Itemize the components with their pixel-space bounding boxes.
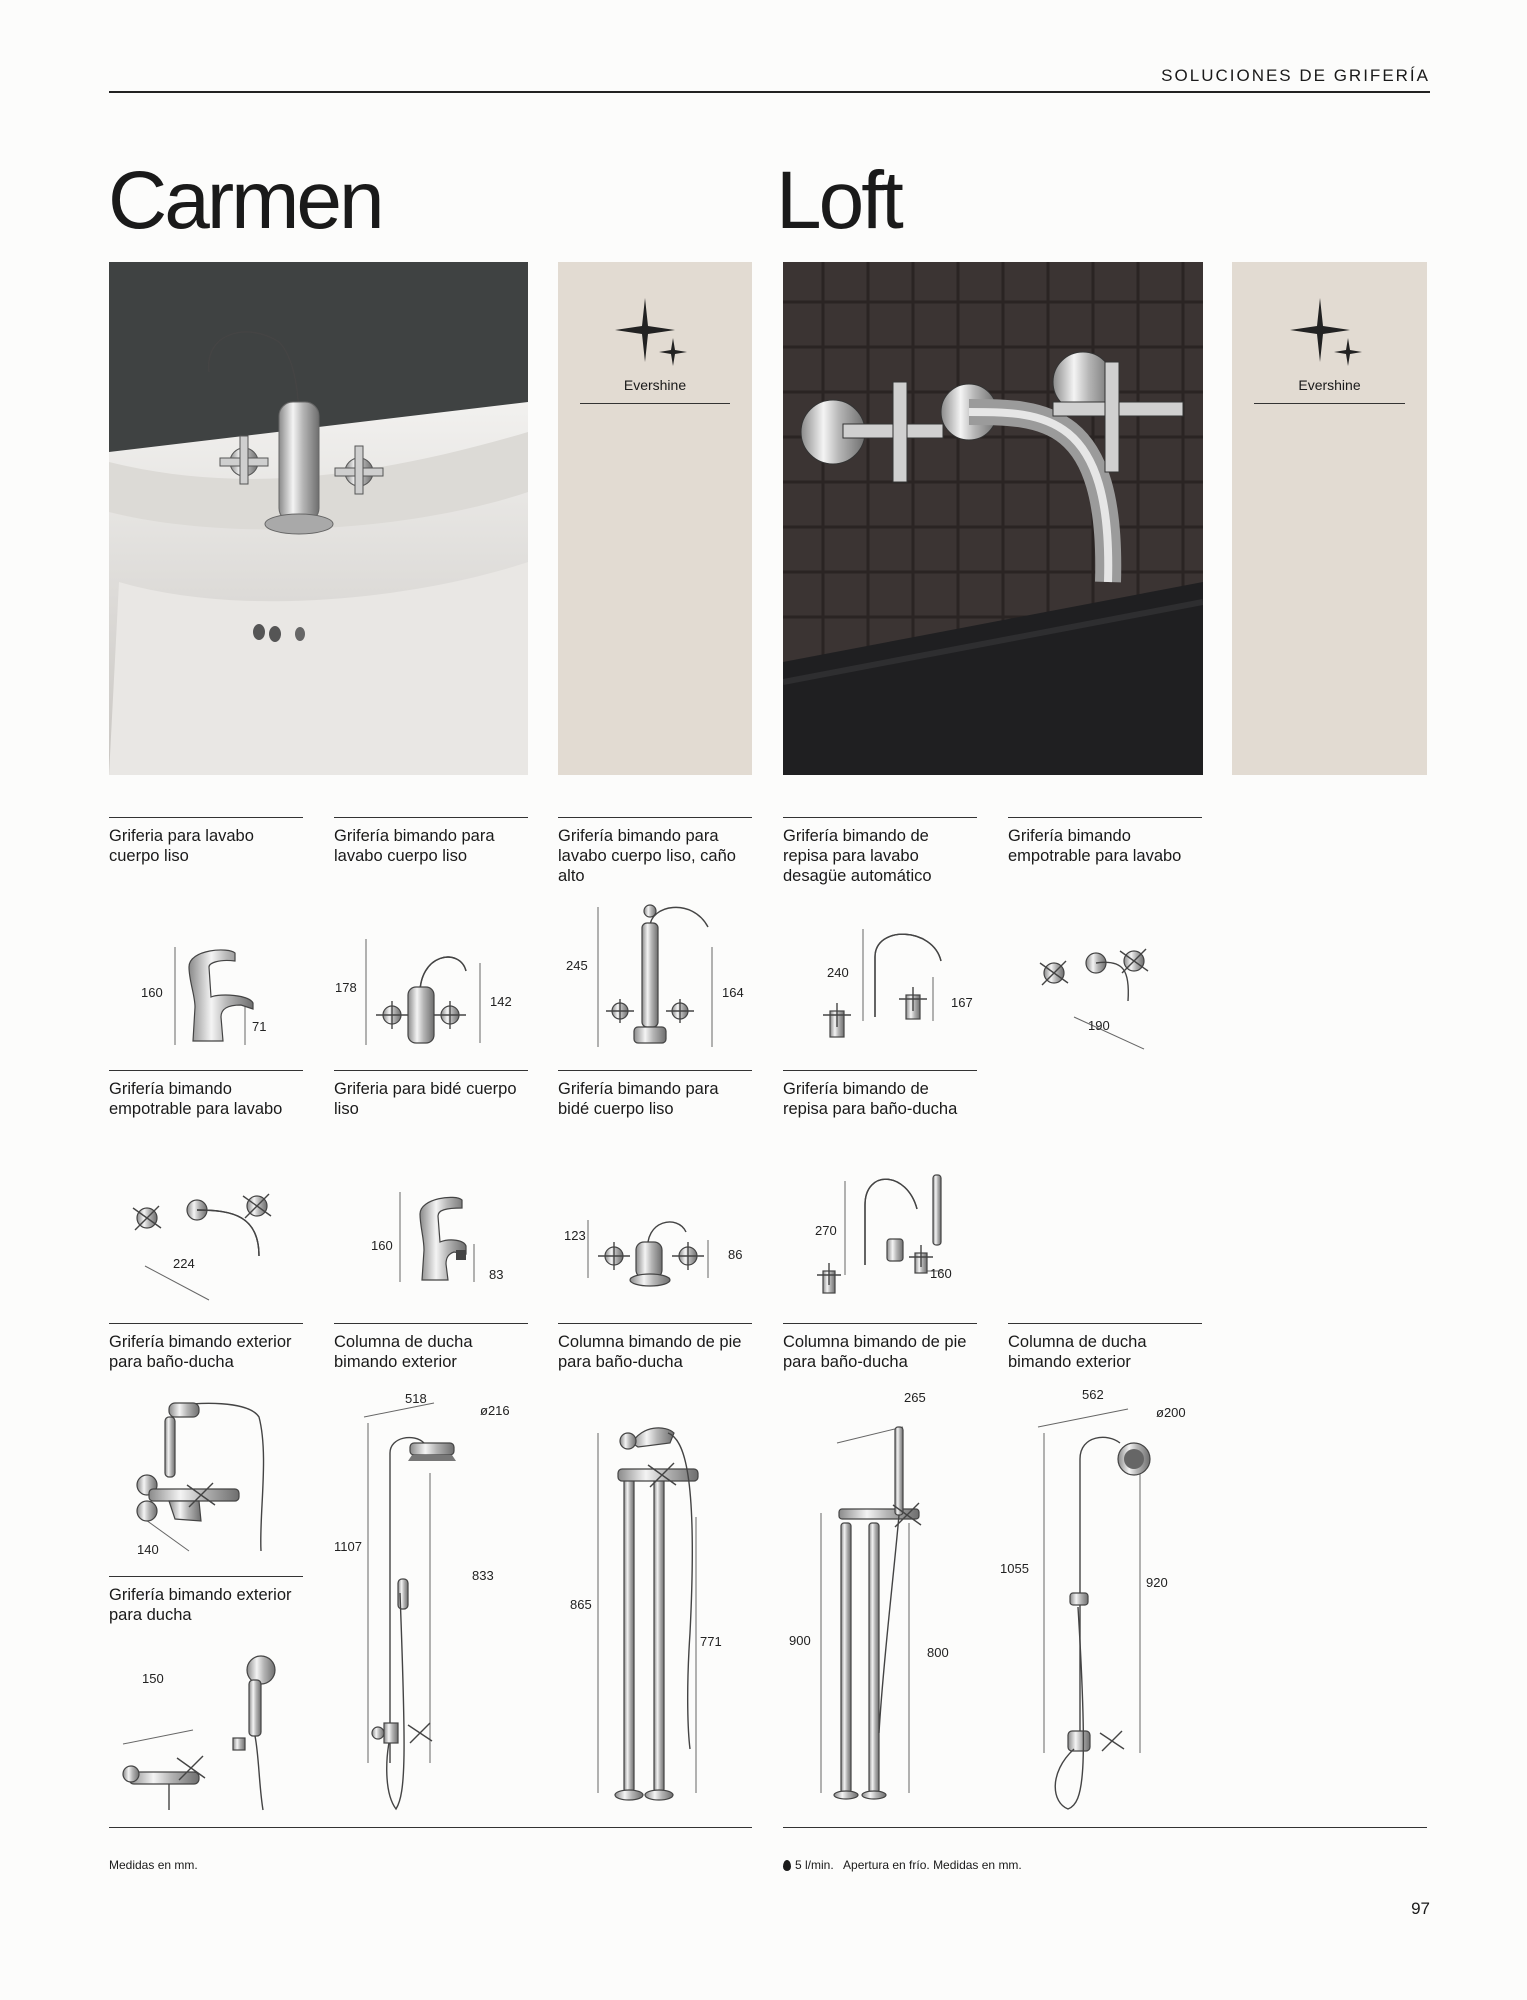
product-card	[109, 1070, 303, 1310]
card-divider	[558, 1323, 752, 1324]
card-divider	[109, 1576, 303, 1577]
carmen-title: Carmen	[108, 155, 382, 246]
card-divider	[783, 1323, 977, 1324]
product-card	[334, 817, 528, 1057]
product-label: Grifería bimando de repisa para baño-ducha	[783, 1080, 958, 1118]
product-drawing	[1008, 937, 1202, 1057]
dimension-label: 900	[789, 1633, 811, 1648]
dimension-label: 83	[489, 1267, 504, 1282]
product-drawing	[783, 1165, 977, 1310]
product-drawing	[109, 937, 303, 1057]
dimension-label: 178	[335, 980, 357, 995]
dimension-label: ø216	[480, 1403, 510, 1418]
evershine-label: Evershine	[623, 377, 687, 393]
dimension-label: 164	[722, 985, 744, 1000]
product-card	[558, 1323, 752, 1823]
dimension-label: 1107	[334, 1539, 362, 1554]
card-divider	[783, 1070, 977, 1071]
product-label: Griferia para bidé cuerpo liso	[334, 1080, 517, 1118]
product-drawing	[1008, 1393, 1202, 1823]
carmen-footnote: Medidas en mm.	[109, 1858, 198, 1872]
dimension-label: 833	[472, 1568, 494, 1583]
dimension-label: ø200	[1156, 1405, 1186, 1420]
product-label: Grifería bimando exterior para ducha	[109, 1586, 292, 1624]
sparkle-icon	[615, 298, 695, 378]
product-label: Grifería bimando empotrable para lavabo	[1008, 827, 1182, 865]
product-drawing	[334, 1180, 528, 1310]
carmen-footer-divider	[109, 1827, 752, 1828]
dimension-label: 240	[827, 965, 849, 980]
product-card	[109, 1323, 303, 1563]
section-label: SOLUCIONES DE GRIFERÍA	[1161, 66, 1430, 85]
product-drawing	[334, 927, 528, 1057]
badge-divider	[580, 403, 730, 404]
header-divider	[109, 91, 1430, 93]
dimension-label: 920	[1146, 1575, 1168, 1590]
product-label: Grifería bimando para lavabo cuerpo liso	[334, 827, 495, 865]
dimension-label: 270	[815, 1223, 837, 1238]
product-drawing	[783, 917, 977, 1057]
dimension-label: 140	[137, 1542, 159, 1557]
dimension-label: 150	[142, 1671, 164, 1686]
card-divider	[1008, 817, 1202, 818]
carmen-evershine-panel	[558, 262, 752, 775]
loft-evershine-panel	[1232, 262, 1427, 775]
product-label: Grifería bimando empotrable para lavabo	[109, 1080, 283, 1118]
product-drawing	[558, 1413, 752, 1823]
product-card	[109, 1576, 303, 1816]
dimension-label: 224	[173, 1256, 195, 1271]
product-card	[783, 1323, 977, 1823]
product-card	[334, 1323, 528, 1823]
dimension-label: 800	[927, 1645, 949, 1660]
page-number: 97	[1411, 1899, 1430, 1918]
dimension-label: 562	[1082, 1387, 1104, 1402]
dimension-label: 518	[405, 1391, 427, 1406]
product-label: Grifería bimando para bidé cuerpo liso	[558, 1080, 719, 1118]
carmen-product-photo	[109, 262, 528, 775]
dimension-label: 865	[570, 1597, 592, 1612]
product-card	[783, 1070, 977, 1310]
product-label: Columna de ducha bimando exterior	[1008, 1333, 1147, 1371]
evershine-label: Evershine	[1298, 377, 1361, 393]
card-divider	[109, 1323, 303, 1324]
dimension-label: 245	[566, 958, 588, 973]
product-drawing	[783, 1403, 977, 1823]
loft-title: Loft	[776, 155, 901, 246]
dimension-label: 190	[1088, 1018, 1110, 1033]
product-card	[558, 817, 752, 1057]
product-drawing	[109, 1395, 303, 1563]
dimension-label: 123	[564, 1228, 586, 1243]
product-drawing	[109, 1170, 303, 1310]
product-label: Columna bimando de pie para baño-ducha	[783, 1333, 967, 1371]
dimension-label: 160	[141, 985, 163, 1000]
product-card	[109, 817, 303, 1057]
dimension-label: 1055	[1000, 1561, 1029, 1576]
dimension-label: 160	[930, 1266, 952, 1281]
loft-footer-divider	[783, 1827, 1427, 1828]
card-divider	[334, 1323, 528, 1324]
badge-divider	[1254, 403, 1405, 404]
water-drop-icon	[783, 1860, 791, 1871]
product-card	[783, 817, 977, 1057]
card-divider	[109, 817, 303, 818]
product-label: Columna de ducha bimando exterior	[334, 1333, 473, 1371]
product-drawing	[109, 1646, 303, 1816]
dimension-label: 771	[700, 1634, 722, 1649]
card-divider	[109, 1070, 303, 1071]
dimension-label: 265	[904, 1390, 926, 1405]
loft-footnote	[783, 1858, 1022, 1872]
sparkle-icon	[1290, 298, 1370, 378]
dimension-label: 167	[951, 995, 973, 1010]
dimension-label: 160	[371, 1238, 393, 1253]
card-divider	[783, 817, 977, 818]
loft-footnote-text: 5 l/min. Apertura en frío. Medidas en mm.	[795, 1858, 1022, 1872]
product-card	[558, 1070, 752, 1310]
card-divider	[1008, 1323, 1202, 1324]
dimension-label: 142	[490, 994, 512, 1009]
product-card	[1000, 1323, 1202, 1823]
card-divider	[558, 817, 752, 818]
card-divider	[334, 817, 528, 818]
product-drawing	[558, 1180, 752, 1310]
card-divider	[334, 1070, 528, 1071]
product-card	[1008, 817, 1202, 1057]
product-label: Griferia para lavabo cuerpo liso	[109, 827, 254, 865]
product-drawing	[334, 1393, 528, 1823]
loft-product-photo	[783, 262, 1203, 775]
card-divider	[558, 1070, 752, 1071]
product-label: Grifería bimando de repisa para lavabo desagüe automático	[783, 827, 932, 885]
product-card	[334, 1070, 528, 1310]
dimension-label: 86	[728, 1247, 743, 1262]
dimension-label: 71	[252, 1019, 267, 1034]
product-label: Grifería bimando exterior para baño-ducha	[109, 1333, 292, 1371]
product-label: Columna bimando de pie para baño-ducha	[558, 1333, 742, 1371]
product-label: Grifería bimando para lavabo cuerpo liso, caño alto	[558, 827, 736, 885]
